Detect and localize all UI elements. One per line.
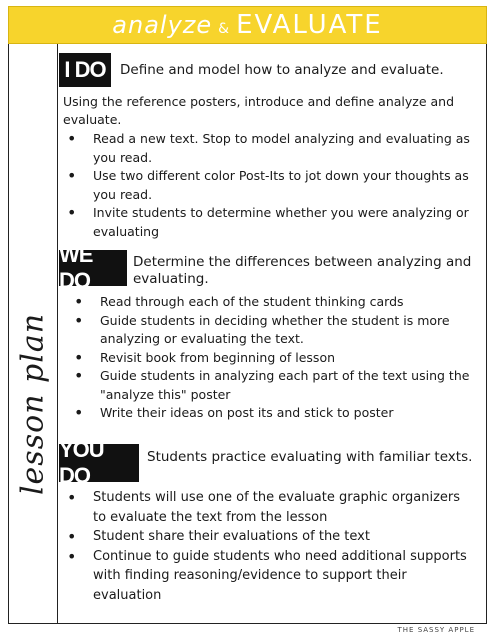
list-item: • Guide students in analyzing each part of the text using the "analyze this" poster xyxy=(70,367,470,404)
list-item: • Guide students in deciding whether the student is more analyzing or evaluating the text. xyxy=(70,312,470,349)
title-banner xyxy=(8,6,487,44)
title-evaluate: EVALUATE xyxy=(236,10,383,40)
you-do-list xyxy=(63,488,473,605)
title-ampersand: & xyxy=(218,21,231,37)
i-do-heading: Define and model how to analyze and evaluate. xyxy=(120,62,444,78)
list-item: • Read through each of the student thinking cards xyxy=(70,293,470,312)
we-do-list xyxy=(70,293,470,423)
list-item: • Continue to guide students who need additional supports with finding reasoning/evidence to support their evaluation xyxy=(63,547,473,606)
side-label: lesson plan xyxy=(15,312,51,496)
we-do-heading: Determine the differences between analyzing and evaluating. xyxy=(133,254,472,287)
page-title xyxy=(112,10,382,40)
list-item: • Read a new text. Stop to model analyzing and evaluating as you read. xyxy=(63,130,473,167)
we-do-tag: WE DO xyxy=(59,250,127,286)
list-item: • Use two different color Post-Its to jot down your thoughts as you read. xyxy=(63,167,473,204)
footer-credit: THE SASSY APPLE xyxy=(397,626,475,634)
list-item: • Invite students to determine whether you were analyzing or evaluating xyxy=(63,204,473,241)
you-do-tag: YOU DO xyxy=(59,444,139,482)
list-item: • Student share their evaluations of the text xyxy=(63,527,473,547)
list-item: • Write their ideas on post its and stick to poster xyxy=(70,404,470,423)
you-do-heading: Students practice evaluating with familiar texts. xyxy=(147,449,473,465)
title-analyze: analyze xyxy=(112,11,213,39)
list-item: • Students will use one of the evaluate graphic organizers to evaluate the text from the lesson xyxy=(63,488,473,527)
i-do-intro: Using the reference posters, introduce and define analyze and evaluate. xyxy=(63,94,455,127)
i-do-tag: I DO xyxy=(59,53,111,87)
list-item: • Revisit book from beginning of lesson xyxy=(70,349,470,368)
i-do-list xyxy=(63,130,473,241)
side-rail xyxy=(9,44,58,623)
